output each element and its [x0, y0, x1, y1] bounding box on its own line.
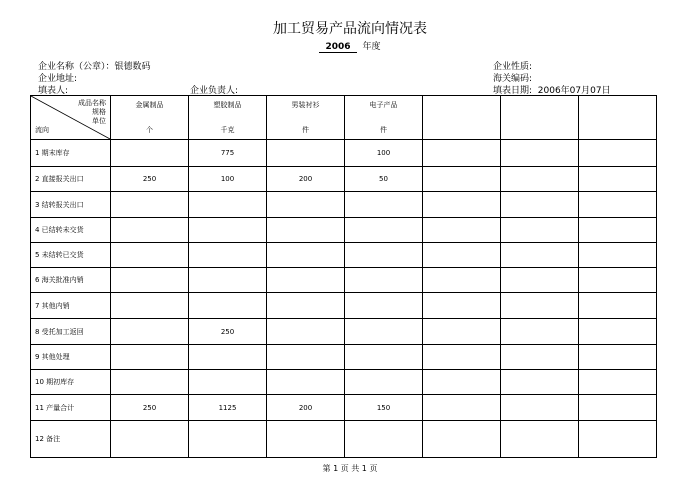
table-cell: 250 [111, 167, 189, 192]
table-cell [423, 243, 501, 268]
table-cell [345, 345, 423, 370]
table-cell [423, 293, 501, 319]
table-row [31, 421, 657, 458]
table-cell [111, 293, 189, 319]
product-flow-table [30, 95, 657, 458]
table-cell [345, 293, 423, 319]
table-cell [423, 421, 501, 458]
table-cell [579, 218, 657, 243]
company-name-value: 银德数码 [114, 62, 151, 72]
table-cell [111, 243, 189, 268]
table-row [31, 192, 657, 218]
table-cell: 200 [267, 167, 345, 192]
product-name: 金属制品 [135, 101, 164, 109]
table-cell [423, 395, 501, 421]
table-cell [579, 421, 657, 458]
table-cell: 100 [345, 140, 423, 167]
table-cell [423, 268, 501, 293]
corner-spec: 规格 [92, 108, 106, 116]
table-cell [501, 243, 579, 268]
table-cell [579, 370, 657, 395]
product-header-cell [345, 96, 423, 140]
corner-unit: 单位 [92, 117, 106, 125]
table-row [31, 268, 657, 293]
row-label: 10 期初库存 [31, 370, 111, 395]
table-row [31, 370, 657, 395]
product-name: 塑胶制品 [213, 101, 242, 109]
product-unit: 个 [146, 126, 153, 134]
table-cell [267, 192, 345, 218]
table-cell [189, 421, 267, 458]
table-cell: 775 [189, 140, 267, 167]
table-cell [189, 218, 267, 243]
filler-label: 填表人: [38, 86, 69, 96]
product-name: 男装衬衫 [291, 101, 320, 109]
table-cell: 100 [189, 167, 267, 192]
product-header-cell [111, 96, 189, 140]
table-cell [189, 243, 267, 268]
table-cell [267, 319, 345, 345]
table-cell [423, 319, 501, 345]
table-cell [111, 192, 189, 218]
table-cell [111, 345, 189, 370]
table-row [31, 345, 657, 370]
row-label: 3 结转报关出口 [31, 192, 111, 218]
corner-cell [31, 96, 111, 140]
table-row [31, 218, 657, 243]
product-header-cell [423, 96, 501, 140]
corner-product-name: 成品名称 [78, 99, 106, 107]
table-cell [189, 293, 267, 319]
person-in-charge-label: 企业负责人: [190, 86, 239, 96]
table-cell [579, 167, 657, 192]
table-row [31, 319, 657, 345]
page-footer: 第 1 页 共 1 页 [322, 464, 378, 473]
row-label: 11 产量合计 [31, 395, 111, 421]
table-cell [267, 421, 345, 458]
table-cell [345, 268, 423, 293]
row-label: 9 其他处理 [31, 345, 111, 370]
table-cell [501, 345, 579, 370]
table-cell [579, 345, 657, 370]
table-cell [501, 140, 579, 167]
year-suffix: 年度 [362, 42, 381, 52]
table-cell [267, 243, 345, 268]
row-label: 7 其他内销 [31, 293, 111, 319]
customs-code-label: 海关编码: [493, 74, 533, 84]
year-line [0, 39, 700, 53]
table-cell [579, 395, 657, 421]
product-name: 电子产品 [369, 101, 398, 109]
product-unit: 件 [302, 126, 309, 134]
table-cell [579, 243, 657, 268]
table-cell [111, 370, 189, 395]
table-cell [111, 421, 189, 458]
table-cell [345, 243, 423, 268]
company-nature-label: 企业性质: [493, 62, 533, 72]
table-cell [423, 345, 501, 370]
table-cell [111, 268, 189, 293]
table-cell: 150 [345, 395, 423, 421]
table-cell [501, 293, 579, 319]
table-cell [345, 192, 423, 218]
table-cell [579, 293, 657, 319]
table-cell [579, 192, 657, 218]
table-cell: 250 [189, 319, 267, 345]
row-label: 2 直接报关出口 [31, 167, 111, 192]
table-header-row [31, 96, 657, 140]
table-cell [501, 167, 579, 192]
table-cell: 200 [267, 395, 345, 421]
product-header-cell [501, 96, 579, 140]
table-row [31, 167, 657, 192]
row-label: 12 备注 [31, 421, 111, 458]
row-label: 6 海关批准内销 [31, 268, 111, 293]
product-header-cell [579, 96, 657, 140]
table-cell [501, 319, 579, 345]
table-cell: 1125 [189, 395, 267, 421]
year-value: 2006 [319, 42, 356, 53]
corner-flow: 流向 [35, 126, 49, 134]
table-cell [189, 268, 267, 293]
company-name-label: 企业名称（公章）： [38, 62, 115, 72]
row-label: 1 期末库存 [31, 140, 111, 167]
table-cell: 250 [111, 395, 189, 421]
table-cell: 50 [345, 167, 423, 192]
table-cell [501, 421, 579, 458]
table-row [31, 243, 657, 268]
table-cell [111, 140, 189, 167]
row-label: 5 未结转已交货 [31, 243, 111, 268]
table-cell [189, 345, 267, 370]
table-cell [423, 192, 501, 218]
fill-date-label: 填表日期: [493, 86, 533, 96]
table-cell [345, 370, 423, 395]
table-cell [345, 319, 423, 345]
table-cell [579, 268, 657, 293]
table-cell [267, 370, 345, 395]
table-row [31, 395, 657, 421]
table-cell [345, 218, 423, 243]
product-unit: 件 [380, 126, 387, 134]
table-cell [501, 395, 579, 421]
table-cell [111, 319, 189, 345]
table-cell [423, 167, 501, 192]
table-cell [579, 140, 657, 167]
fill-date-value: 2006年07月07日 [537, 86, 611, 96]
table-cell [267, 293, 345, 319]
product-header-cell [189, 96, 267, 140]
table-cell [501, 218, 579, 243]
table-cell [423, 370, 501, 395]
table-cell [267, 218, 345, 243]
table-cell [501, 192, 579, 218]
table-cell [189, 370, 267, 395]
table-row [31, 293, 657, 319]
table-cell [501, 268, 579, 293]
table-cell [423, 218, 501, 243]
table-cell [501, 370, 579, 395]
table-cell [423, 140, 501, 167]
row-label: 8 受托加工返回 [31, 319, 111, 345]
product-unit: 千克 [220, 126, 235, 134]
table-cell [267, 345, 345, 370]
product-header-cell [267, 96, 345, 140]
table-cell [189, 192, 267, 218]
row-label: 4 已结转未交货 [31, 218, 111, 243]
table-row [31, 140, 657, 167]
table-cell [579, 319, 657, 345]
table-cell [345, 421, 423, 458]
address-label: 企业地址: [38, 74, 78, 84]
table-cell [111, 218, 189, 243]
page-title: 加工贸易产品流向情况表 [273, 21, 427, 37]
table-cell [267, 140, 345, 167]
table-cell [267, 268, 345, 293]
